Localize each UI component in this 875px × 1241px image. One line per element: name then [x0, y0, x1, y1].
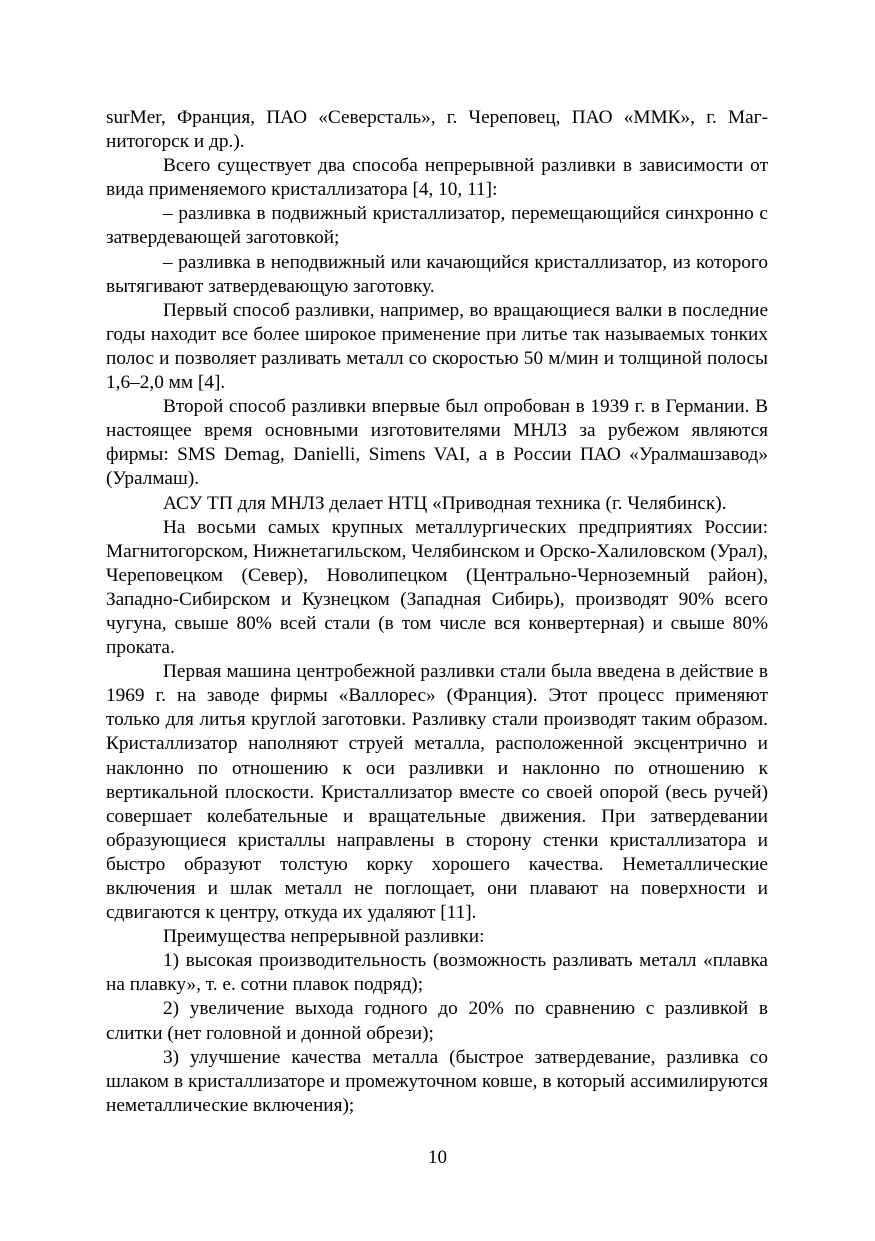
paragraph-asu-tp: АСУ ТП для МНЛЗ делает НТЦ «Приводная техника (г. Челябинск). — [163, 492, 727, 514]
paragraph-second-method: Второй способ разливки впервые был опробован в 1939 г. в Германии. В настоящее время основными изготовителями МНЛЗ за рубежом являются фирмы: SMS Demag, Danielli, Simens VAI, а в России ПАО «Уралмашзавод» (Уралмаш). — [106, 396, 768, 490]
paragraph-casting-methods: Всего существует два способа непрерывной разливки в зависимости от вида применяемого кристаллизатора [4, 10, 11]: — [106, 155, 768, 201]
paragraph-advantages-heading: Преимущества непрерывной разливки: — [163, 926, 485, 948]
list-item-productivity: 1) высокая производительность (возможность разливать металл «плавка на плавку», т. е. сотни плавок подряд); — [106, 950, 768, 996]
list-item-fixed-mold: – разливка в неподвижный или качающийся кристаллизатор, из которого вытягивают затвердевающую заготовку. — [106, 251, 768, 297]
list-item-moving-mold: – разливка в подвижный кристаллизатор, перемещающийся синхронно с затвердевающей заготовкой; — [106, 203, 768, 249]
paragraph-first-method: Первый способ разливки, например, во вращающиеся валки в последние годы находит все более широкое применение при литье так называемых тонких полос и позволяет разливать металл со скоростью 50 м/мин и толщиной полосы 1,6–2,0 мм [4]. — [106, 299, 768, 394]
list-item-yield: 2) увеличение выхода годного до 20% по сравнению с разливкой в слитки (нет головной и донной обрези); — [106, 998, 768, 1044]
paragraph-centrifugal-casting: Первая машина центробежной разливки стали была введена в действие в 1969 г. на заводе фирмы «Валлорес» (Франция). Этот процесс применяют только для литья круглой заготовки. Разливку стали производят таким образом. Кристаллизатор наполняют струей металла, расположенной эксцентрично и наклонно по отношению к оси разливки и наклонно по отношению к вертикальной плоскости. Кристаллизатор вместе со своей опорой (весь ручей) совершает колебательные и вращательные движения. При затвердевании образующиеся кристаллы направлены в сторону стенки кристаллизатора и быстро образуют толстую корку хорошего качества. Неметаллические включения и шлак металл не поглощает, они плавают на поверхности и сдвигаются к центру, откуда их удаляют [11]. — [106, 661, 768, 924]
paragraph-continuation: surMer, Франция, ПАО «Северсталь», г. Череповец, ПАО «ММК», г. Магнитогорск и др.). — [106, 107, 768, 153]
paragraph-enterprises: На восьми самых крупных металлургических предприятиях России: Магнитогорском, Нижнетагильском, Челябинском и Орско-Халиловском (Урал), Череповецком (Север), Новолипецком (Центрально-Черноземный район), Западно-Сибирском и Кузнецком (Западная Сибирь), производят 90% всего чугуна, свыше 80% всей стали (в том числе вся конвертерная) и свыше 80% проката. — [106, 516, 768, 659]
page-number: 10 — [428, 1147, 447, 1168]
list-item-quality: 3) улучшение качества металла (быстрое затвердевание, разливка со шлаком в кристаллизаторе и промежуточном ковше, в который ассимилируются неметаллические включения); — [106, 1046, 768, 1116]
body-text — [106, 106, 768, 1118]
